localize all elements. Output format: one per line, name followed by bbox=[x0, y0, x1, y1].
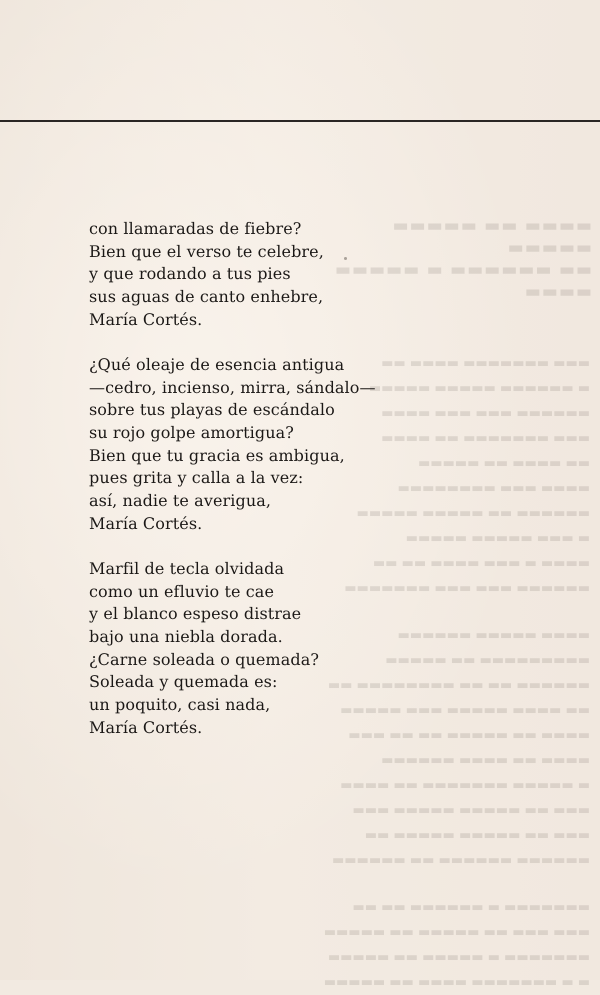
verse-line: Soleada y quemada es: bbox=[89, 672, 278, 692]
verse-line: ¿Qué oleaje de esencia antigua bbox=[89, 354, 345, 374]
verse-line: con llamaradas de fiebre? bbox=[89, 219, 302, 238]
verse-refrain: María Cortés. bbox=[89, 513, 203, 533]
verse-refrain: María Cortés. bbox=[89, 309, 203, 329]
verse-line: pues grita y calla a la vez: bbox=[89, 468, 304, 488]
verse-line: ¿Carne soleada o quemada? bbox=[89, 649, 320, 669]
verse-line: su rojo golpe amortigua? bbox=[89, 423, 294, 443]
verse-line: un poquito, casi nada, bbox=[89, 695, 271, 715]
verse-line: y que rodando a tus pies bbox=[89, 264, 291, 284]
stanza-2 bbox=[89, 354, 376, 536]
verse-line: sus aguas de canto enhebre, bbox=[89, 287, 324, 307]
show-through-texture: ▬▬▬▬ ▬▬ ▬▬▬▬▬ ▬▬▬▬▬ ▬▬ ▬▬▬▬▬▬ ▬ ▬▬▬▬▬ ▬▬▬▬ ▬▬▬ ▬▬▬▬▬▬▬ ▬▬▬▬ ▬▬ ▬ ▬▬▬▬▬▬ ▬▬▬▬▬ ▬▬▬▬▬ ▬▬▬▬▬▬ ▬▬▬ ▬▬▬ ▬▬▬▬ ▬▬▬ ▬▬▬▬▬▬▬ ▬▬ ▬▬▬▬ ▬▬ ▬▬▬▬ ▬▬ ▬▬▬▬▬ ▬▬▬▬ ▬▬▬ ▬▬▬▬▬▬▬▬ ▬▬▬▬▬▬ ▬▬ ▬▬▬▬▬ ▬▬▬▬▬ ▬ ▬▬▬ ▬▬▬▬▬ ▬▬▬▬▬ ▬▬▬▬ ▬ ▬▬▬ ▬▬▬▬ ▬▬ ▬▬ ▬▬▬▬▬▬ ▬▬▬ ▬▬▬ ▬▬▬▬▬▬▬ ▬▬▬▬ ▬▬▬▬▬ ▬▬▬▬▬▬ ▬▬▬▬▬▬▬▬▬ ▬▬ ▬▬▬▬▬ ▬▬▬▬▬▬ ▬▬ ▬▬ ▬▬▬▬▬▬▬▬ ▬▬ ▬▬ ▬▬▬▬ ▬▬▬▬▬ ▬▬▬ ▬▬▬▬▬ ▬▬▬▬ ▬▬ ▬▬▬▬▬ ▬▬ ▬▬ ▬▬▬ ▬▬▬▬ ▬▬ ▬▬▬▬ ▬▬▬▬▬▬ ▬ ▬▬▬▬▬ ▬▬▬▬▬▬▬ ▬▬ ▬▬▬▬ ▬▬▬ ▬▬ ▬▬▬▬▬ ▬▬▬▬▬ ▬▬▬ ▬▬▬ ▬▬ ▬▬▬▬▬ ▬▬▬▬▬ ▬▬ ▬▬▬▬▬▬ ▬▬▬▬▬▬ ▬▬ ▬▬▬▬▬▬ ▬▬▬▬▬▬▬ ▬ ▬▬▬▬▬▬ ▬▬ ▬▬ ▬▬▬ ▬▬▬ ▬▬ ▬▬▬▬▬ ▬▬ ▬▬▬▬▬ ▬▬▬▬▬▬▬ ▬ ▬▬▬▬▬ ▬▬ ▬▬▬▬▬ ▬ ▬ ▬▬▬▬▬▬▬ ▬▬▬▬ ▬▬ ▬▬▬▬▬ bbox=[323, 216, 592, 990]
verse-line: Marfil de tecla olvidada bbox=[89, 558, 285, 578]
verse-line: así, nadie te averigua, bbox=[89, 491, 272, 511]
verse-refrain: María Cortés. bbox=[89, 717, 203, 737]
verse-line: Bien que tu gracia es ambigua, bbox=[89, 445, 345, 465]
verse-line: Bien que el verso te celebre, bbox=[89, 241, 324, 261]
stanza-1 bbox=[89, 218, 376, 332]
verse-line: sobre tus playas de escándalo bbox=[89, 400, 335, 420]
verse-line: como un efluvio te cae bbox=[89, 581, 275, 601]
top-rule bbox=[0, 120, 600, 122]
verse-line: y el blanco espeso distrae bbox=[89, 604, 302, 624]
poem-text bbox=[89, 218, 376, 740]
verse-line: bajo una niebla dorada. bbox=[89, 627, 283, 647]
verse-line: —cedro, incienso, mirra, sándalo— bbox=[89, 377, 376, 397]
stanza-3 bbox=[89, 558, 376, 740]
